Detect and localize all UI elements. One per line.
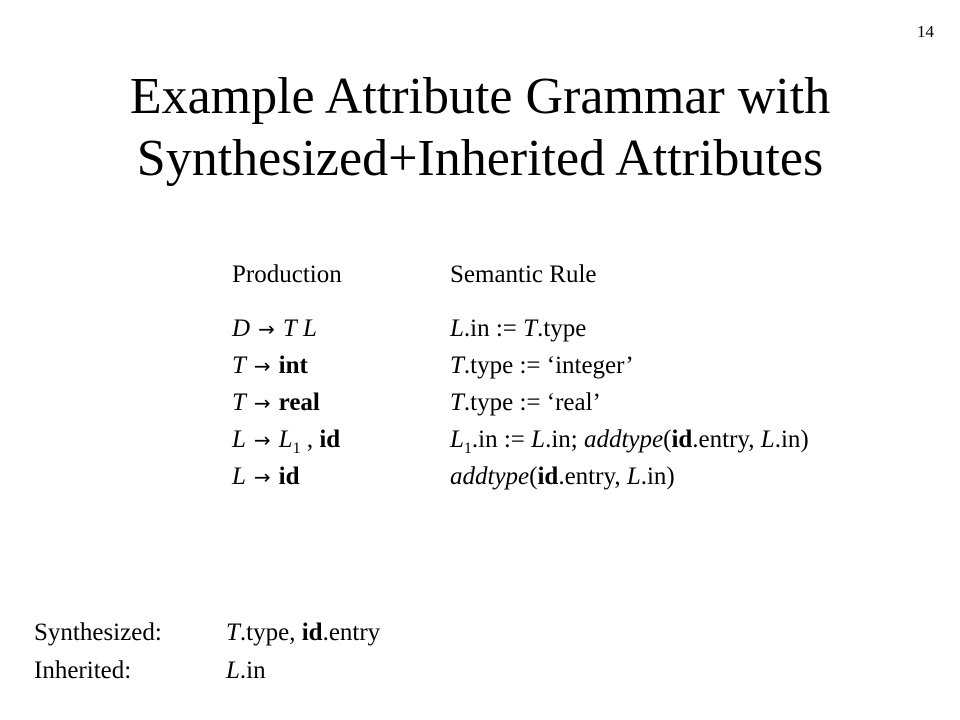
text-run: int: [278, 352, 308, 379]
text-run: .in: [239, 657, 266, 684]
text-run: ,: [300, 426, 320, 453]
production-lhs: L: [232, 463, 246, 490]
text-run: L: [626, 463, 641, 490]
text-run: id: [671, 426, 693, 453]
text-run: T: [523, 315, 538, 342]
text-run: .in :=: [471, 426, 532, 453]
text-run: id: [319, 426, 341, 453]
attribute-summary: [34, 614, 380, 690]
text-run: L: [531, 426, 546, 453]
production-column: [232, 256, 442, 495]
production-row: [232, 458, 442, 495]
production-lhs: T: [232, 389, 246, 416]
inherited-value: [226, 657, 266, 684]
synthesized-row: [34, 614, 380, 652]
synthesized-value: [226, 619, 380, 646]
text-run: 1: [292, 440, 301, 457]
page-number: 14: [917, 22, 934, 41]
inherited-row: [34, 652, 380, 690]
text-run: T: [282, 315, 297, 342]
synthesized-label: Synthesized:: [34, 619, 162, 646]
production-header: Production: [232, 261, 342, 288]
slide-title-line-2: Synthesized+Inherited Attributes: [136, 130, 824, 187]
text-run: T: [226, 619, 240, 646]
text-run: .in): [774, 426, 809, 453]
semantic-rule-row: [450, 458, 950, 495]
text-run: real: [278, 389, 320, 416]
text-run: .type := ‘integer’: [463, 352, 634, 379]
text-run: .type := ‘real’: [463, 389, 601, 416]
semantic-rule-row: [450, 347, 950, 384]
text-run: L: [450, 426, 464, 453]
text-run: .type,: [239, 619, 302, 646]
text-run: id: [537, 463, 559, 490]
production-lhs: D: [232, 315, 251, 342]
text-run: T: [450, 352, 464, 379]
text-run: .in :=: [463, 315, 524, 342]
production-lhs: T: [232, 352, 246, 379]
slide-title: [0, 66, 960, 190]
production-row: [232, 421, 442, 458]
text-run: T: [450, 389, 464, 416]
production-row: [232, 310, 442, 347]
text-run: L: [226, 657, 240, 684]
text-run: .entry: [322, 619, 381, 646]
right-arrow-icon: →: [258, 317, 275, 341]
text-run: (: [529, 463, 538, 490]
text-run: L: [302, 315, 317, 342]
semantic-rule-column: [450, 256, 950, 495]
production-lhs: L: [232, 426, 246, 453]
text-run: (: [663, 426, 672, 453]
right-arrow-icon: →: [253, 465, 271, 489]
text-run: .in;: [545, 426, 584, 453]
text-run: 1: [463, 440, 472, 457]
right-arrow-icon: →: [253, 354, 271, 378]
right-arrow-icon: →: [253, 428, 271, 452]
text-run: L: [278, 426, 293, 453]
text-run: .entry,: [692, 426, 761, 453]
production-row: [232, 384, 442, 421]
text-run: .in): [640, 463, 675, 490]
right-arrow-icon: →: [253, 391, 271, 415]
semantic-rule-row: [450, 421, 950, 458]
slide-title-line-1: Example Attribute Grammar with: [129, 68, 831, 125]
semantic-rule-row: [450, 384, 950, 421]
text-run: addtype: [450, 463, 530, 490]
production-row: [232, 347, 442, 384]
text-run: L: [450, 315, 464, 342]
text-run: .type: [537, 315, 587, 342]
semantic-rule-row: [450, 310, 950, 347]
text-run: addtype: [583, 426, 664, 453]
text-run: .entry,: [558, 463, 627, 490]
text-run: id: [301, 619, 323, 646]
text-run: id: [278, 463, 300, 490]
inherited-label: Inherited:: [34, 657, 132, 684]
text-run: L: [760, 426, 775, 453]
semantic-rule-header: Semantic Rule: [450, 261, 597, 288]
